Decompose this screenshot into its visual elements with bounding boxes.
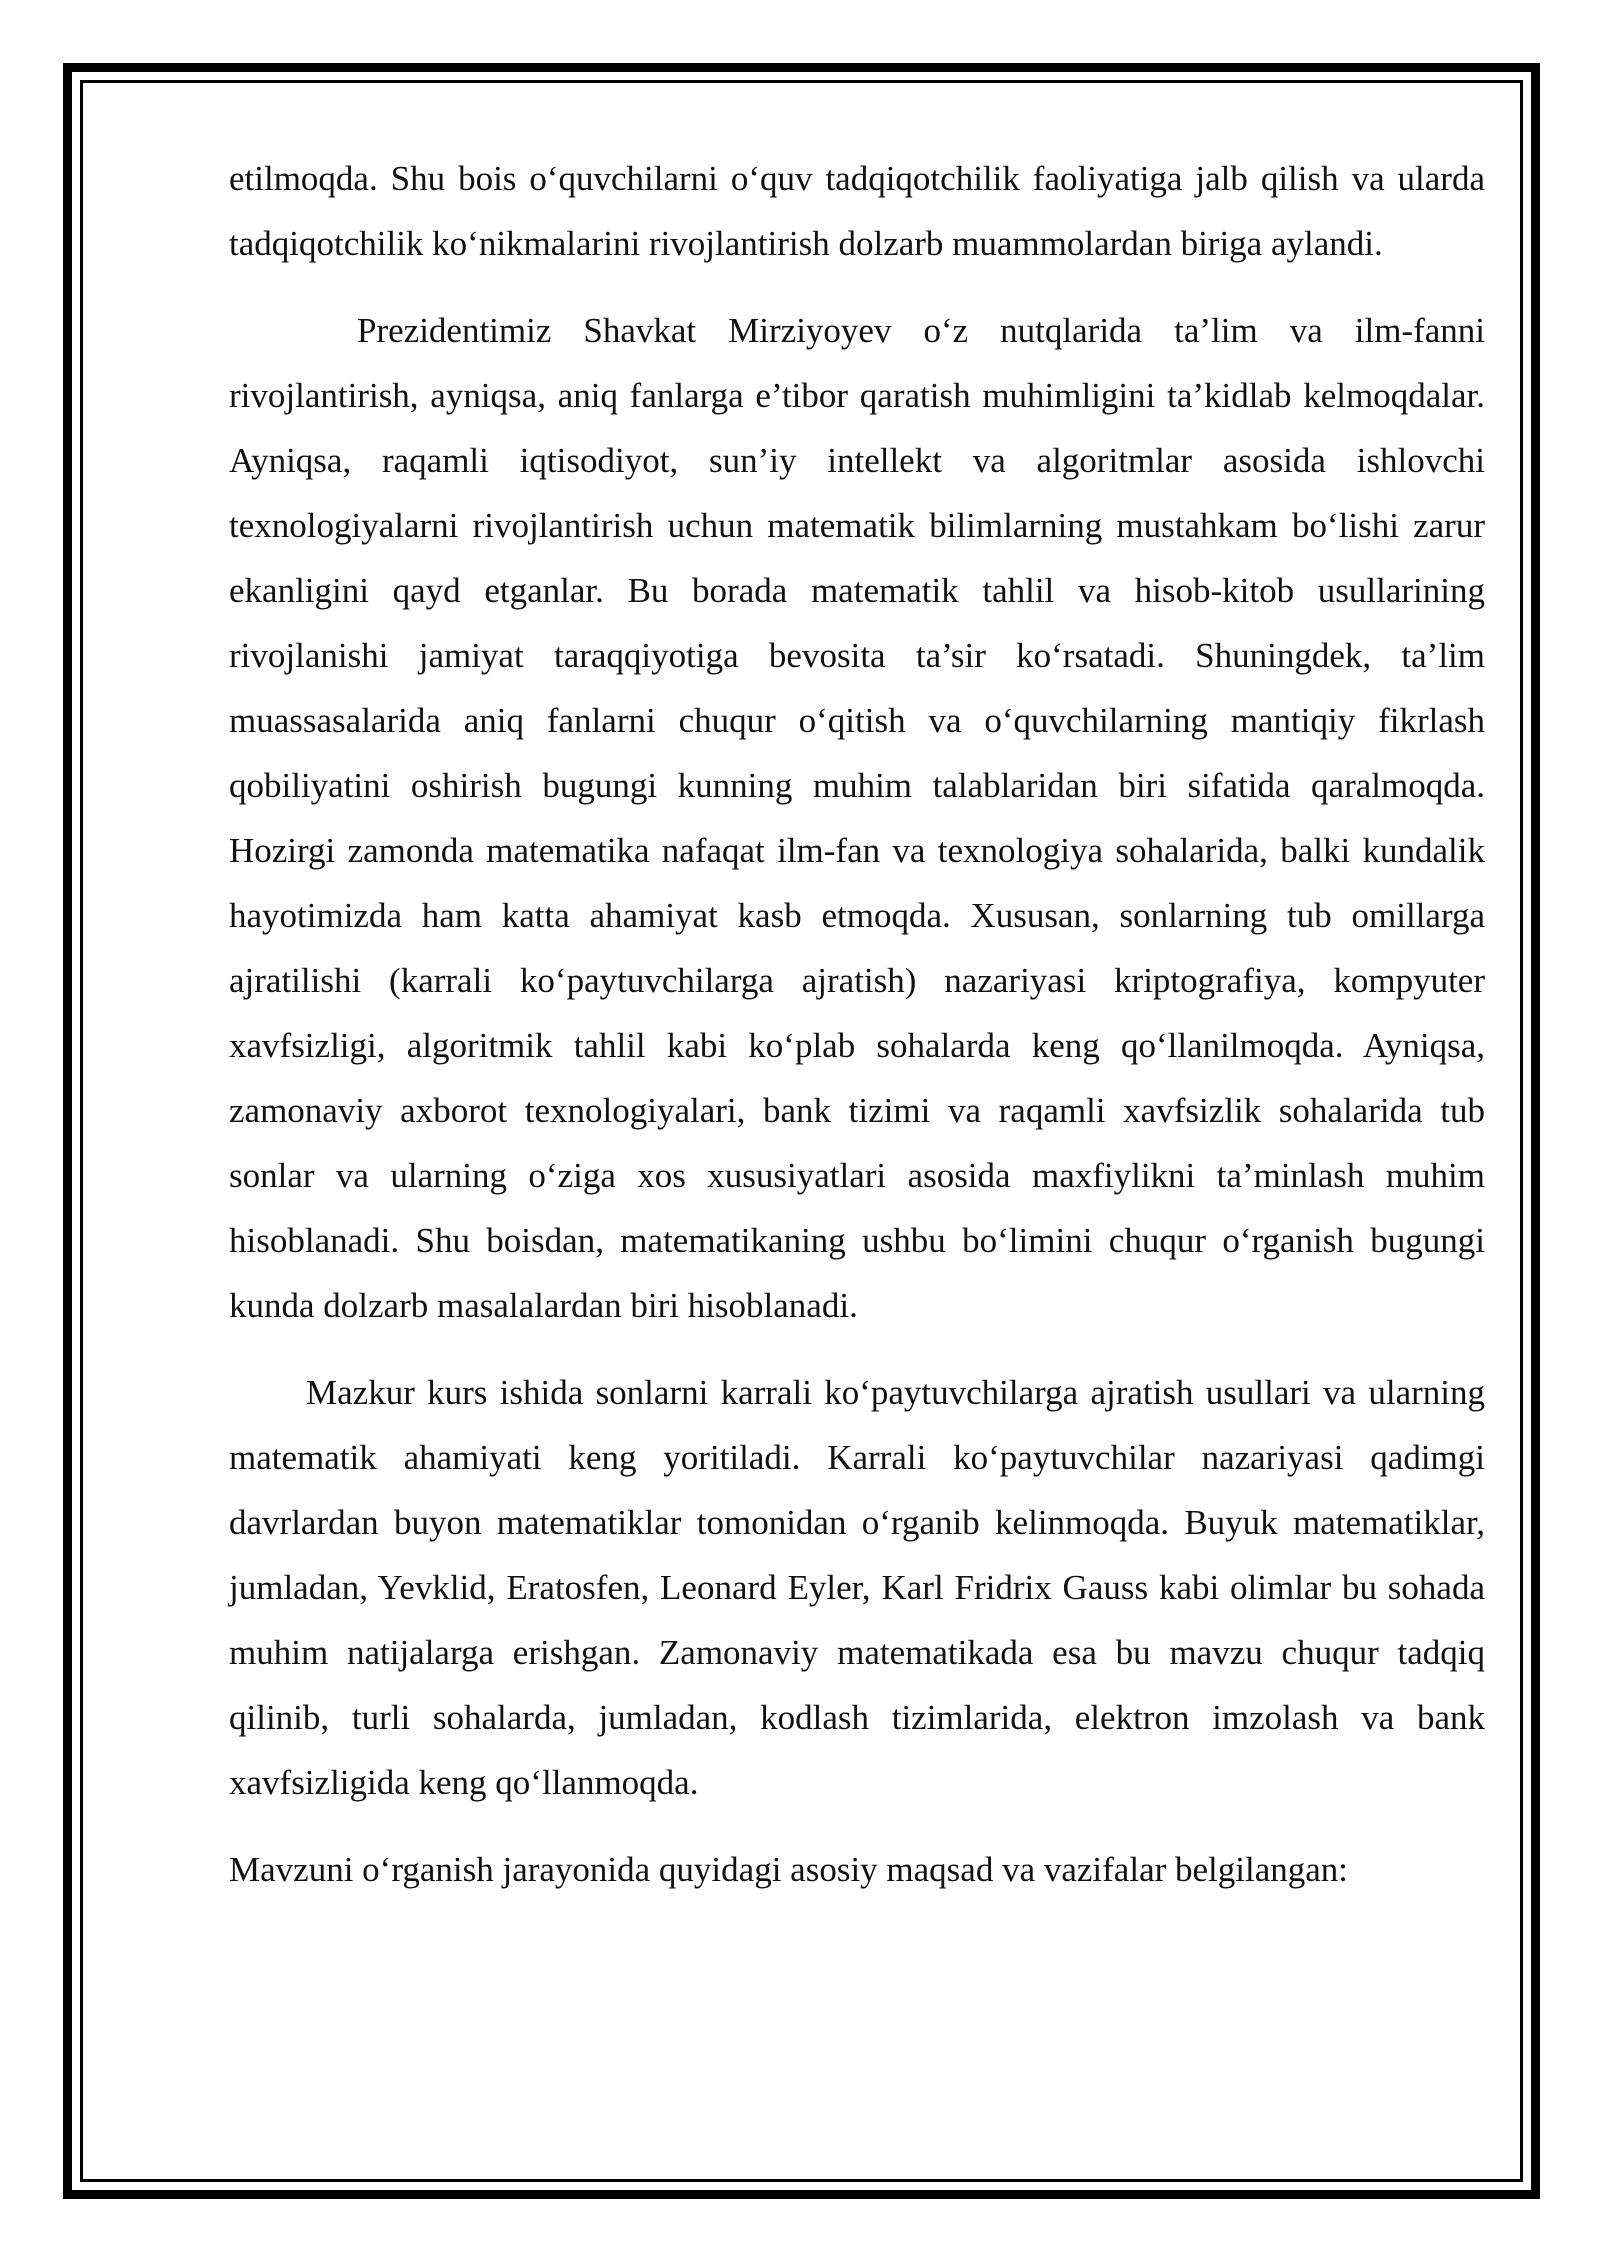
paragraph-course-overview: Mazkur kurs ishida sonlarni karrali ko‘paytuvchilarga ajratish usullari va ularning matematik ahamiyati keng yoritiladi. Karrali ko‘paytuvchilar nazariyasi qadimgi davrlardan buyon matematiklar tomonidan o‘rganib kelinmoqda. Buyuk matematiklar, jumladan, Yevklid, Eratosfen, Leonard Eyler, Karl Fridrix Gauss kabi olimlar bu sohada muhim natijalarga erishgan. Zamonaviy matematikada esa bu mavzu chuqur tadqiq qilinib, turli sohalarda, jumladan, kodlash tizimlarida, elektron imzolash va bank xavfsizligida keng qo‘llanmoqda. [229,1373,1485,1802]
paragraph-continuation: etilmoqda. Shu bois o‘quvchilarni o‘quv tadqiqotchilik faoliyatiga jalb qilish va ularda tadqiqotchilik ko‘nikmalarini rivojlantirish dolzarb muammolardan biriga aylandi. [229,159,1485,263]
paragraph-president-speech: Prezidentimiz Shavkat Mirziyoyev o‘z nutqlarida ta’lim va ilm-fanni rivojlantirish, ayniqsa, aniq fanlarga e’tibor qaratish muhimligini ta’kidlab kelmoqdalar. Ayniqsa, raqamli iqtisodiyot, sun’iy intellekt va algoritmlar asosida ishlovchi texnologiyalarni rivojlantirish uchun matematik bilimlarning mustahkam bo‘lishi zarur ekanligini qayd etganlar. Bu borada matematik tahlil va hisob-kitob usullarining rivojlanishi jamiyat taraqqiyotiga bevosita ta’sir ko‘rsatadi. Shuningdek, ta’lim muassasalarida aniq fanlarni chuqur o‘qitish va o‘quvchilarning mantiqiy fikrlash qobiliyatini oshirish bugungi kunning muhim talablaridan biri sifatida qaralmoqda. Hozirgi zamonda matematika nafaqat ilm-fan va texnologiya sohalarida, balki kundalik hayotimizda ham katta ahamiyat kasb etmoqda. Xususan, sonlarning tub omillarga ajratilishi (karrali ko‘paytuvchilarga ajratish) nazariyasi kriptografiya, kompyuter xavfsizligi, algoritmik tahlil kabi ko‘plab sohalarda keng qo‘llanilmoqda. Ayniqsa, zamonaviy axborot texnologiyalari, bank tizimi va raqamli xavfsizlik sohalarida tub sonlar va ularning o‘ziga xos xususiyatlari asosida maxfiylikni ta’minlash muhim hisoblanadi. Shu boisdan, matematikaning ushbu bo‘limini chuqur o‘rganish bugungi kunda dolzarb masalalardan biri hisoblanadi. [229,311,1485,1325]
paragraph-goals-intro: Mavzuni o‘rganish jarayonida quyidagi asosiy maqsad va vazifalar belgilangan: [229,1850,1349,1889]
page-body [229,146,1485,1902]
